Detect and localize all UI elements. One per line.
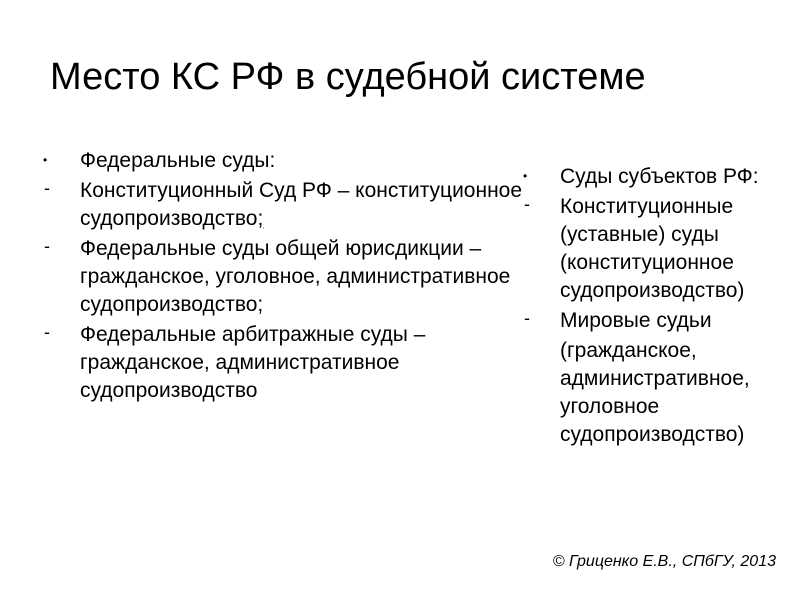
list-item-text: (гражданское, административное, уголовное судопроизводство) xyxy=(560,339,750,446)
list-item xyxy=(40,235,530,319)
bullet-dash-icon: - xyxy=(524,194,530,214)
right-column-list xyxy=(520,163,790,449)
list-item-text: Мировые судьи xyxy=(560,309,712,332)
list-item-text: Суды субъектов РФ: xyxy=(560,165,759,188)
bullet-dot-icon: • xyxy=(43,153,48,167)
list-item-text: Федеральные арбитражные суды – гражданское, административное судопроизводство xyxy=(80,323,426,402)
list-item-text: Федеральные суды: xyxy=(80,149,276,172)
list-item xyxy=(40,321,530,405)
list-item xyxy=(520,163,790,191)
list-item xyxy=(520,307,790,335)
list-item xyxy=(520,337,790,449)
list-item xyxy=(520,193,790,305)
bullet-dot-icon: • xyxy=(523,169,528,183)
copyright-footer: © Гриценко Е.В., СПбГУ, 2013 xyxy=(552,553,776,570)
list-item-text-tail: ; xyxy=(257,207,264,230)
list-item-text: Конституционные (уставные) суды (конституционное судопроизводство) xyxy=(560,195,745,302)
bullet-dash-icon: - xyxy=(524,308,530,328)
bullet-dash-icon: - xyxy=(44,322,50,342)
list-item-text: Федеральные суды общей юрисдикции – гражданское, уголовное, административное судопроизводство; xyxy=(80,237,511,316)
bullet-dash-icon: - xyxy=(44,236,50,256)
left-column-list xyxy=(40,147,530,411)
slide-title: Место КС РФ в судебной системе xyxy=(50,56,646,98)
list-item-text: Конституционный Суд РФ – конституционное судопроизводство xyxy=(80,179,523,230)
bullet-dash-icon: - xyxy=(44,178,50,198)
list-item xyxy=(40,147,530,175)
list-item xyxy=(40,177,530,233)
